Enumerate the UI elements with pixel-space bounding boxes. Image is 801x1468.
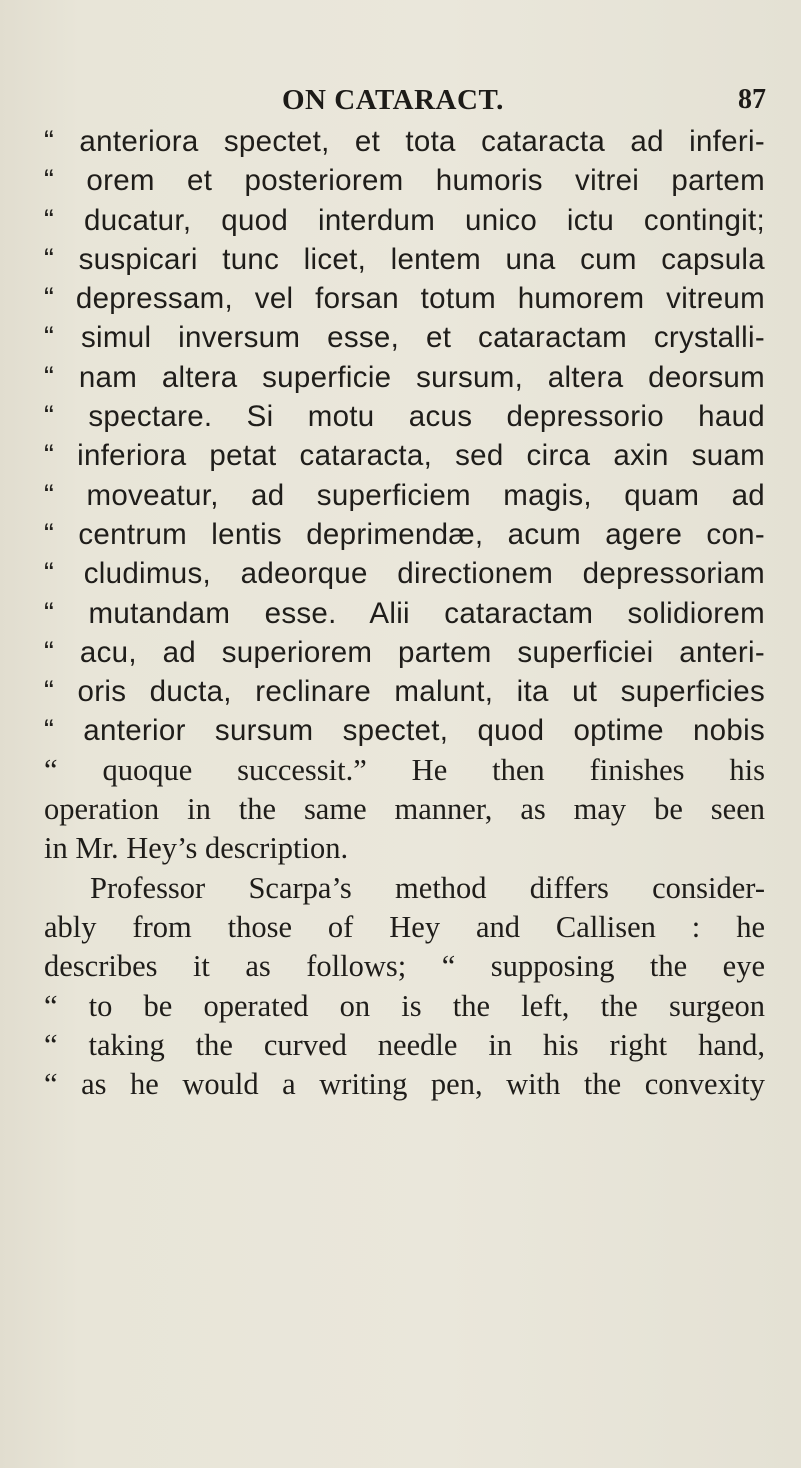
text-line: “ as he would a writing pen, with the convexity bbox=[44, 1067, 765, 1102]
text-line: “ orem et posteriorem humoris vitrei partem bbox=[44, 164, 765, 198]
text-line: “ anterior sursum spectet, quod optime nobis bbox=[44, 714, 765, 748]
text-line: “ acu, ad superiorem partem superficiei anteri- bbox=[44, 635, 765, 669]
text-line: “ ducatur, quod interdum unico ictu contingit; bbox=[44, 203, 765, 237]
paragraph-first-line: Professor Scarpa’s method differs consider- bbox=[90, 870, 765, 905]
text-line: in Mr. Hey’s description. bbox=[44, 831, 349, 866]
text-line: “ taking the curved needle in his right hand, bbox=[44, 1027, 765, 1062]
text-line: “ cludimus, adeorque directionem depressoriam bbox=[44, 557, 765, 591]
text-line: “ mutandam esse. Alii cataractam solidiorem bbox=[44, 596, 765, 630]
text-line: “ to be operated on is the left, the surgeon bbox=[44, 988, 765, 1023]
text-line: describes it as follows; “ supposing the eye bbox=[44, 949, 765, 984]
text-line: ably from those of Hey and Callisen : he bbox=[44, 909, 765, 944]
text-line: “ nam altera superficie sursum, altera deorsum bbox=[44, 360, 765, 394]
body-text bbox=[44, 122, 765, 1104]
text-line: “ anteriora spectet, et tota cataracta ad inferi- bbox=[44, 125, 765, 158]
text-line: “ centrum lentis deprimendæ, acum agere con- bbox=[44, 517, 765, 551]
text-line: “ simul inversum esse, et cataractam crystalli- bbox=[44, 321, 765, 355]
page-number: 87 bbox=[738, 84, 766, 115]
text-line: “ suspicari tunc licet, lentem una cum capsula bbox=[44, 242, 765, 276]
text-line: “ depressam, vel forsan totum humorem vitreum bbox=[44, 282, 765, 316]
text-line: “ oris ducta, reclinare malunt, ita ut superficies bbox=[44, 675, 765, 709]
text-line: “ moveatur, ad superficiem magis, quam ad bbox=[44, 478, 765, 512]
text-line: “ spectare. Si motu acus depressorio haud bbox=[44, 400, 765, 434]
running-head bbox=[0, 84, 801, 124]
text-line: “ quoque successit.” He then finishes his bbox=[44, 752, 765, 787]
text-line: operation in the same manner, as may be seen bbox=[44, 792, 765, 827]
text-line: “ inferiora petat cataracta, sed circa axin suam bbox=[44, 439, 765, 473]
running-title: ON CATARACT. bbox=[282, 84, 504, 116]
